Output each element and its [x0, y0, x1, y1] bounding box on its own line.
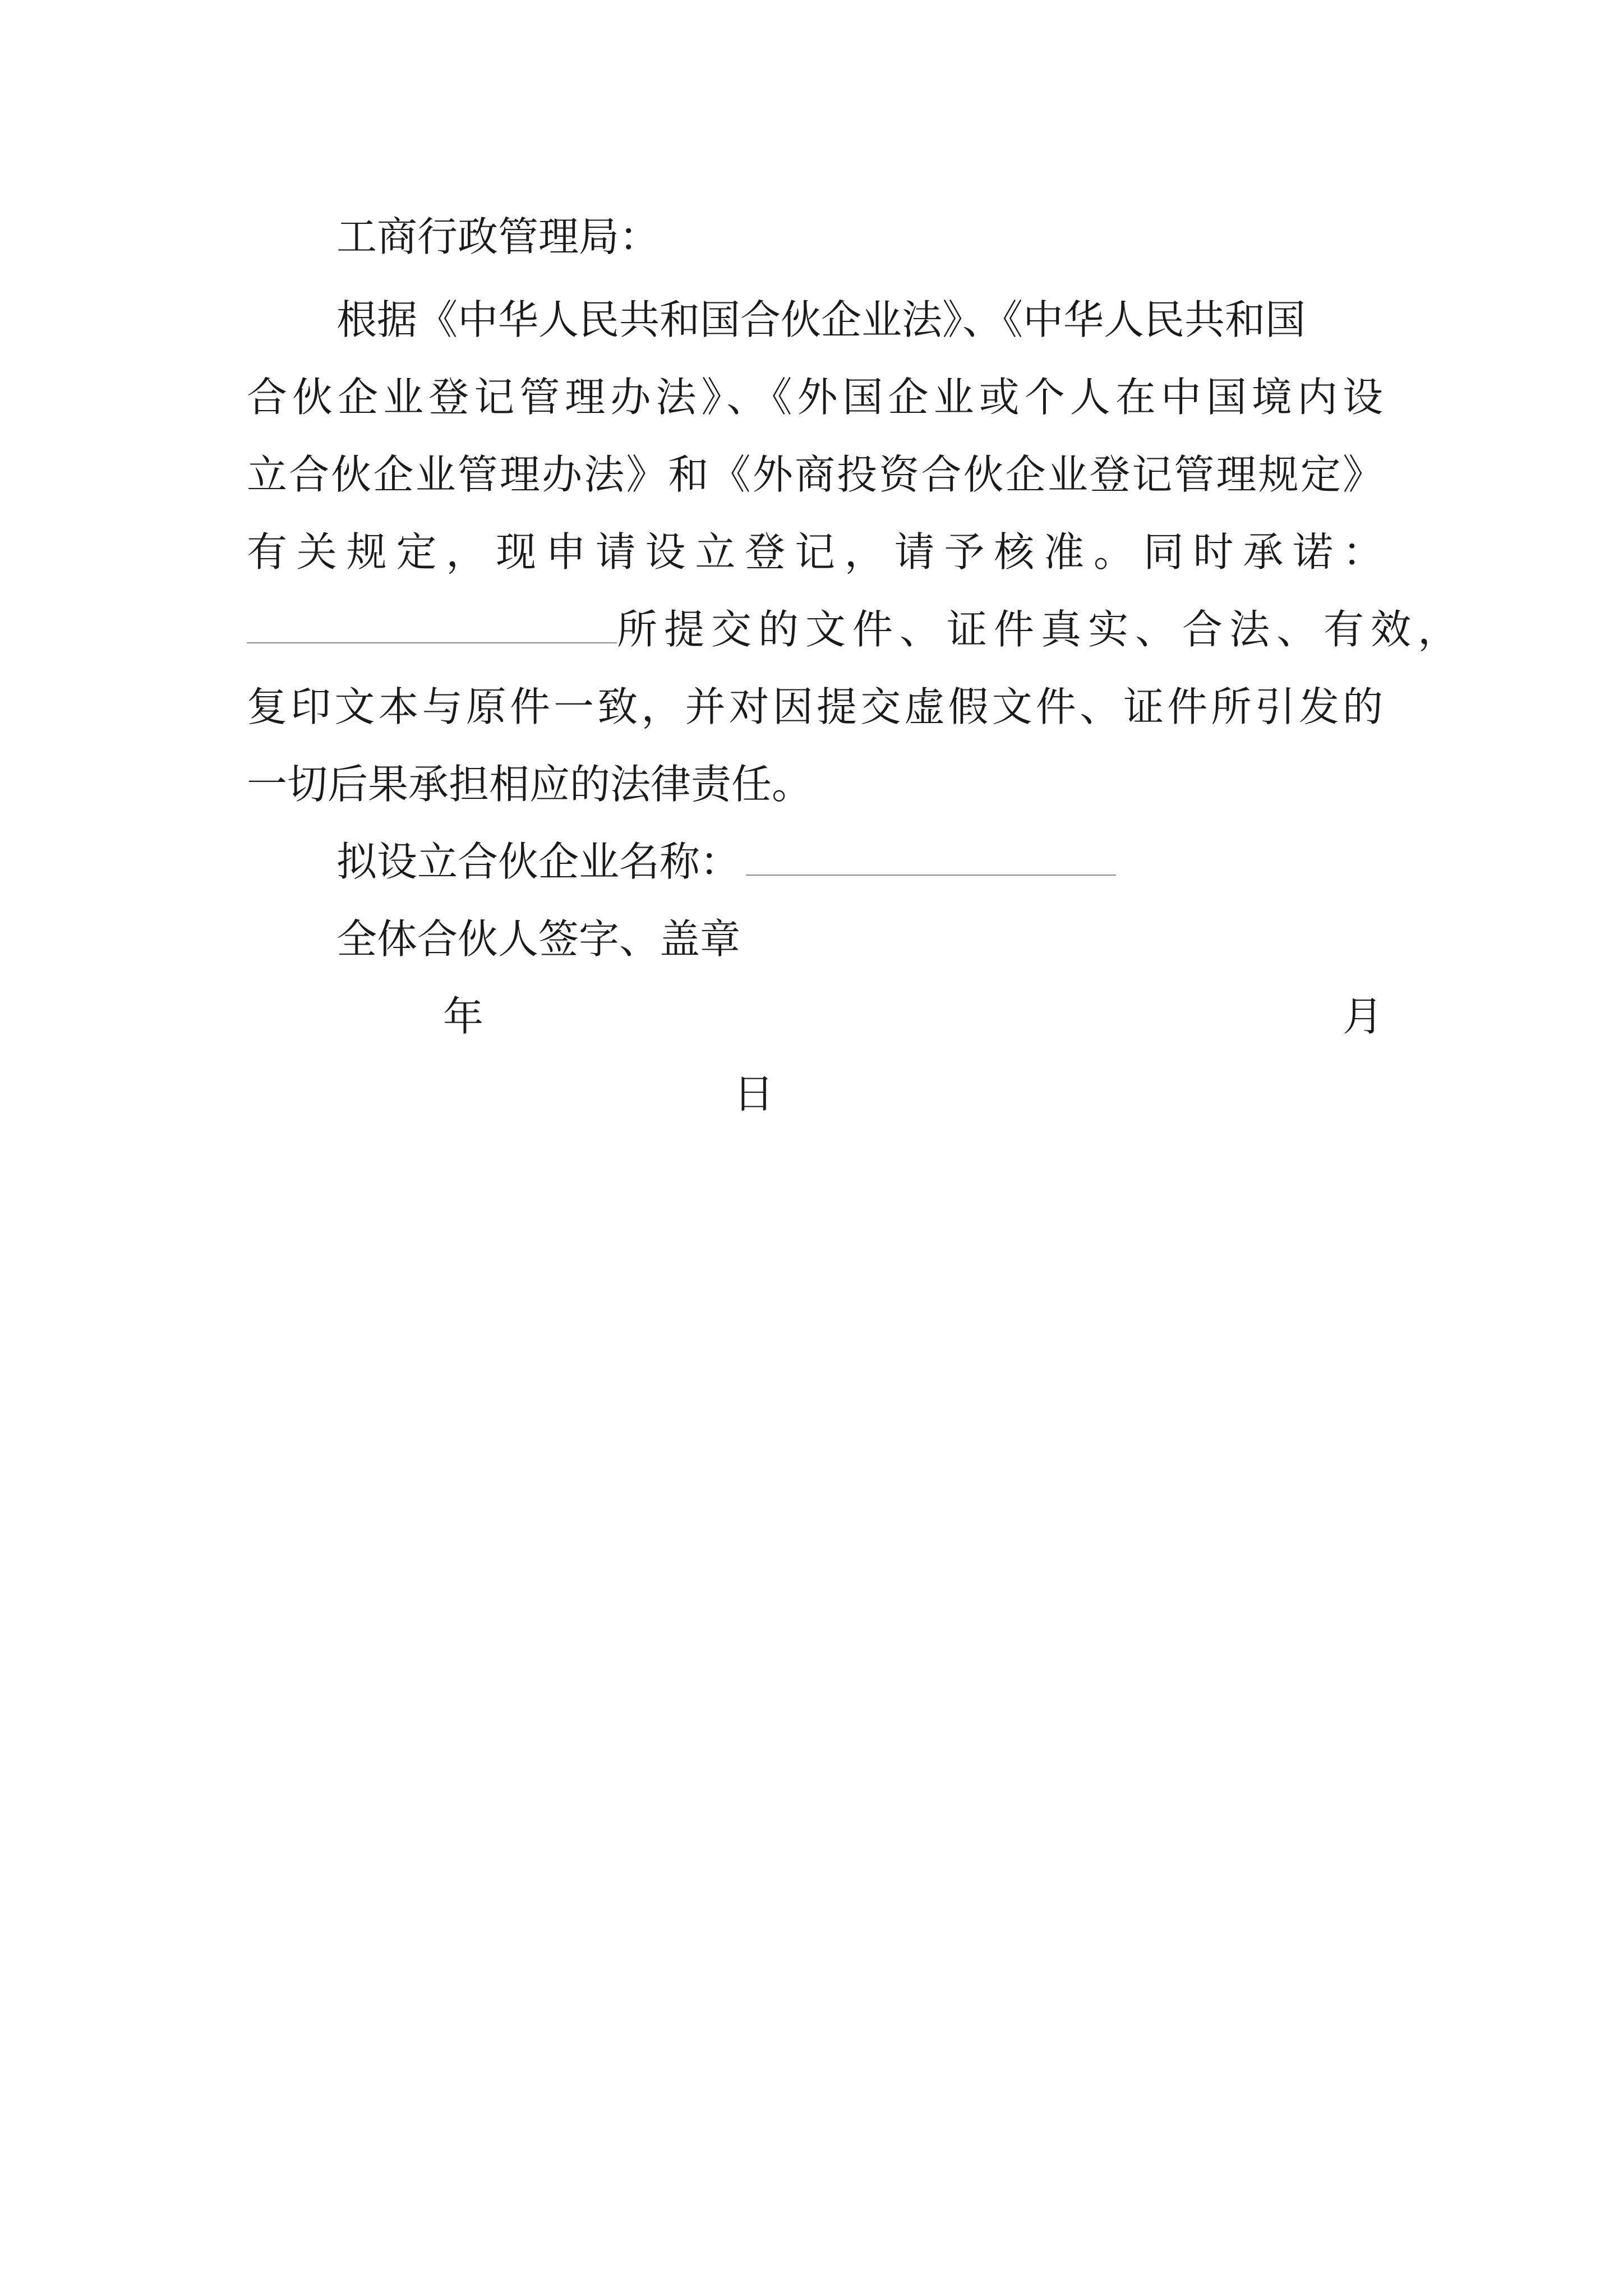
date-day: 日: [734, 1070, 774, 1117]
body-line-4: 有关规定，现申请设立登记，请予核准。同时承诺：: [247, 528, 1383, 576]
body-line-2: 合伙企业登记管理办法》、《外国企业或个人在中国境内设: [247, 374, 1383, 421]
enterprise-name-label: 拟设立合伙企业名称：: [336, 838, 741, 885]
applicant-blank[interactable]: [247, 642, 617, 643]
commitment-line-3: 一切后果承担相应的法律责任。: [247, 761, 813, 808]
commitment-line: [247, 596, 1465, 663]
date-month: 月: [1343, 993, 1384, 1040]
body-line-1: 根据《中华人民共和国合伙企业法》、《中华人民共和国: [336, 296, 1306, 343]
commitment-line-2: 复印文本与原件一致，并对因提交虚假文件、证件所引发的: [247, 683, 1383, 730]
signature-label: 全体合伙人签字、盖章: [336, 915, 741, 963]
enterprise-name-blank[interactable]: [746, 875, 1116, 876]
date-year: 年: [443, 993, 484, 1040]
body-line-3: 立合伙企业管理办法》和《外商投资合伙企业登记管理规定》: [247, 451, 1383, 498]
enterprise-name-row: [336, 828, 1116, 895]
commitment-text: 所提交的文件、证件真实、合法、有效，: [617, 606, 1465, 653]
addressee: 工商行政管理局：: [336, 213, 660, 260]
